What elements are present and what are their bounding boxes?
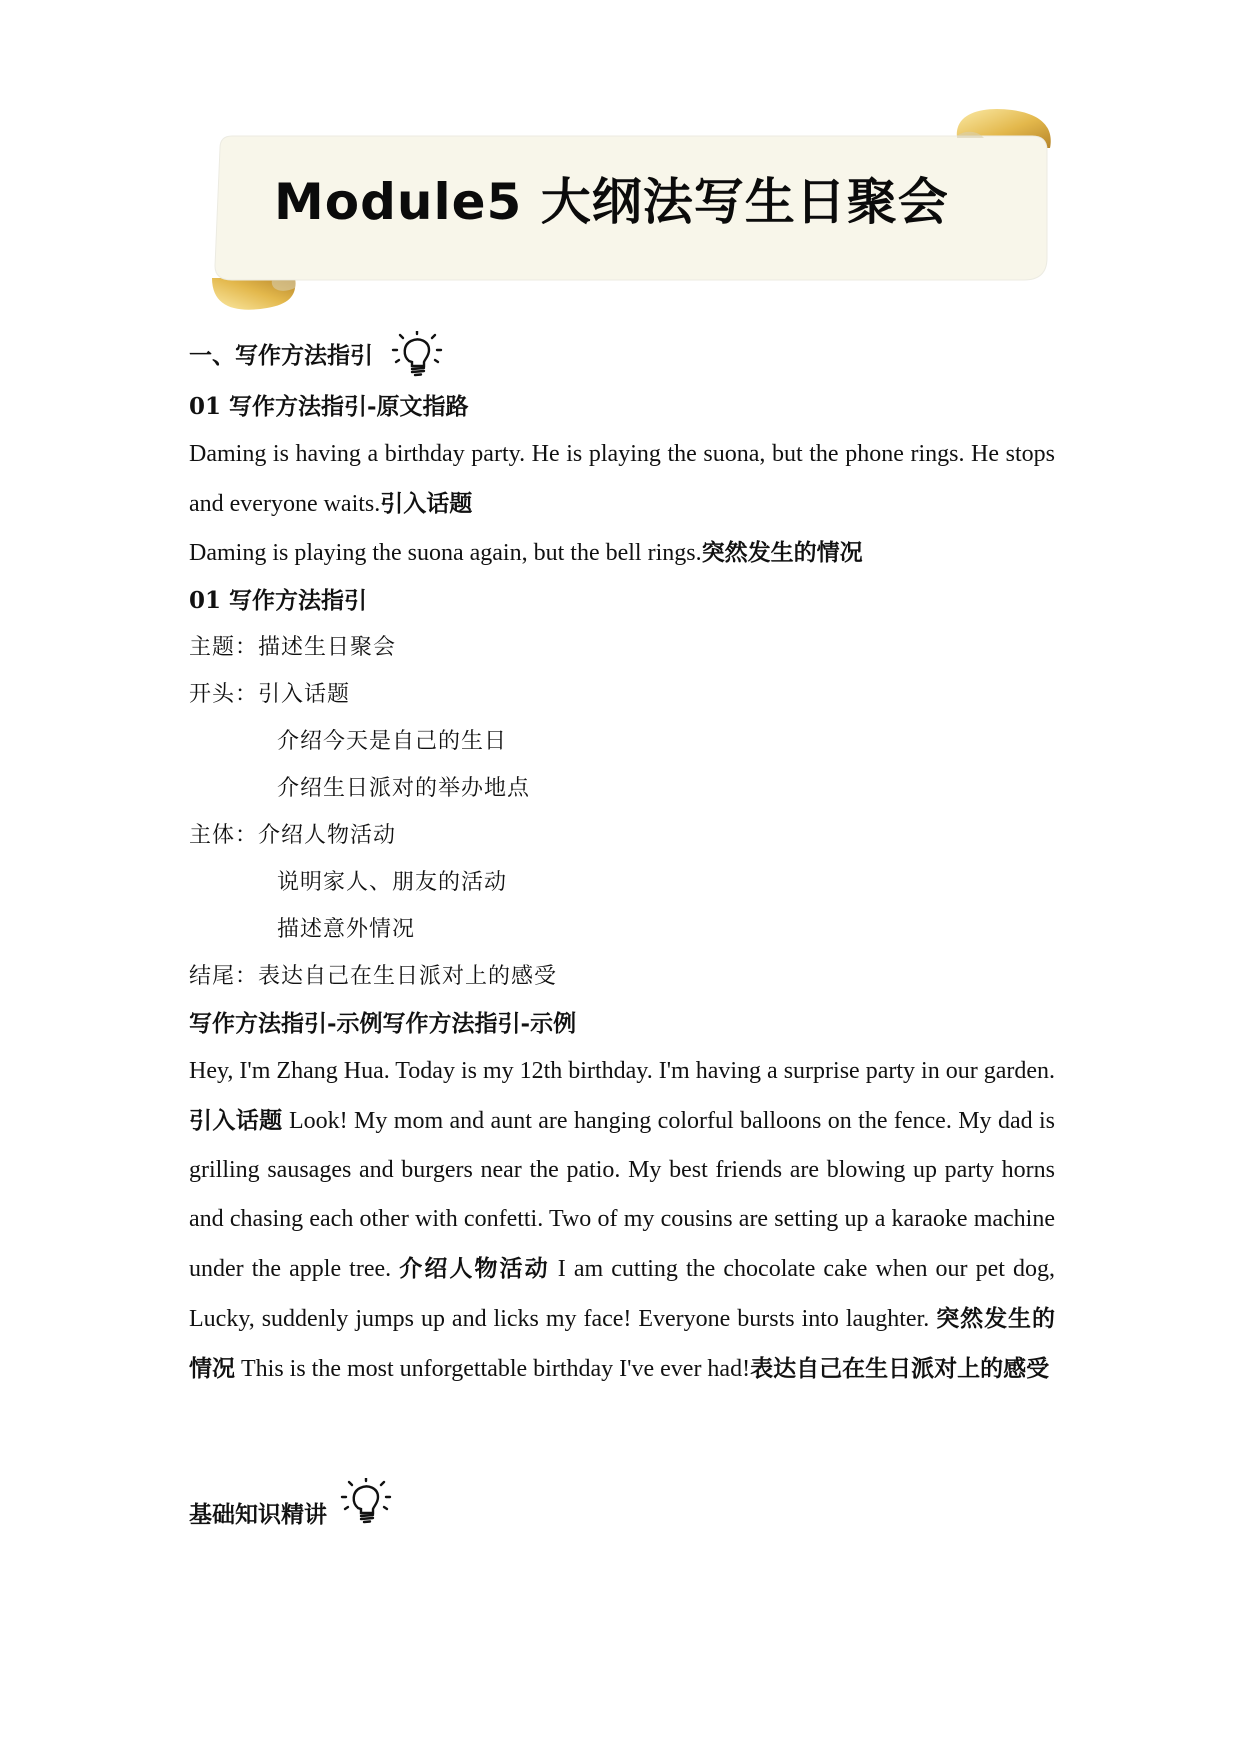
outline-theme — [189, 624, 1055, 671]
outline-item: 介绍生日派对的举办地点 — [277, 776, 531, 801]
lightbulb-icon — [340, 1478, 392, 1530]
lightbulb-icon — [391, 331, 443, 383]
tag-activities: 介绍人物活动 — [399, 1255, 550, 1282]
guide-heading: 01 写作方法指引 — [189, 587, 368, 614]
example-sentence: I am cutting the chocolate cake when our pet dog, Lucky, suddenly jumps up and licks my face! Everyone bursts into laughter. — [189, 1256, 1056, 1332]
outline-item: 描述意外情况 — [277, 917, 416, 942]
outline-key: 主题： — [189, 635, 259, 660]
outline-item: 说明家人、朋友的活动 — [277, 870, 508, 895]
outline-item: 介绍今天是自己的生日 — [277, 729, 508, 754]
outline-body — [189, 812, 1055, 859]
outline-value: 介绍人物活动 — [258, 823, 397, 848]
outline-key: 结尾： — [189, 964, 259, 989]
outline-opening — [189, 671, 1055, 718]
original-paragraph-1 — [189, 430, 1055, 529]
original-paragraph-2 — [189, 529, 1055, 577]
original-text-2: Daming is playing the suona again, but the bell rings. — [189, 540, 702, 566]
example-sentence: Hey, I'm Zhang Hua. Today is my 12th birthday. I'm having a surprise party in our garden. — [189, 1058, 1055, 1084]
tag-sudden: 突然发生的情况 — [189, 1305, 1055, 1382]
tag-intro: 引入话题 — [380, 490, 473, 517]
tag-feelings: 表达自己在生日派对上的感受 — [750, 1355, 1050, 1382]
page-title: Module5 大纲法写生日聚会 — [274, 173, 949, 231]
tag-sudden: 突然发生的情况 — [701, 539, 863, 566]
tag-intro: 引入话题 — [189, 1107, 283, 1134]
outline-key: 开头： — [189, 682, 259, 707]
main-content — [189, 330, 1055, 1394]
original-text-1: Daming is having a birthday party. He is playing the suona, but the phone rings. He stops and everyone waits. — [189, 441, 1055, 517]
outline-value: 表达自己在生日派对上的感受 — [258, 964, 558, 989]
title-banner — [212, 108, 1052, 313]
outline-value: 引入话题 — [258, 682, 351, 707]
outline-ending — [189, 953, 1055, 1000]
section-heading-text: 一、写作方法指引 — [189, 342, 373, 369]
example-heading: 写作方法指引-示例写作方法指引-示例 — [189, 1010, 577, 1037]
section-heading-text: 基础知识精讲 — [189, 1501, 327, 1528]
example-sentence: This is the most unforgettable birthday I've ever had! — [235, 1356, 751, 1382]
outline-value: 描述生日聚会 — [258, 635, 397, 660]
example-paragraph — [189, 1047, 1055, 1394]
original-heading: 01 写作方法指引-原文指路 — [189, 393, 469, 420]
basic-knowledge-heading — [189, 1478, 392, 1530]
outline-key: 主体： — [189, 823, 259, 848]
section-heading — [189, 330, 1055, 383]
example-sentence: Look! My mom and aunt are hanging colorful balloons on the fence. My dad is grilling sausages and burgers near the patio. My best friends are blowing up party horns and chasing each other with confetti. Two of my cousins are setting up a karaoke machine under the apple tree. — [189, 1108, 1056, 1282]
